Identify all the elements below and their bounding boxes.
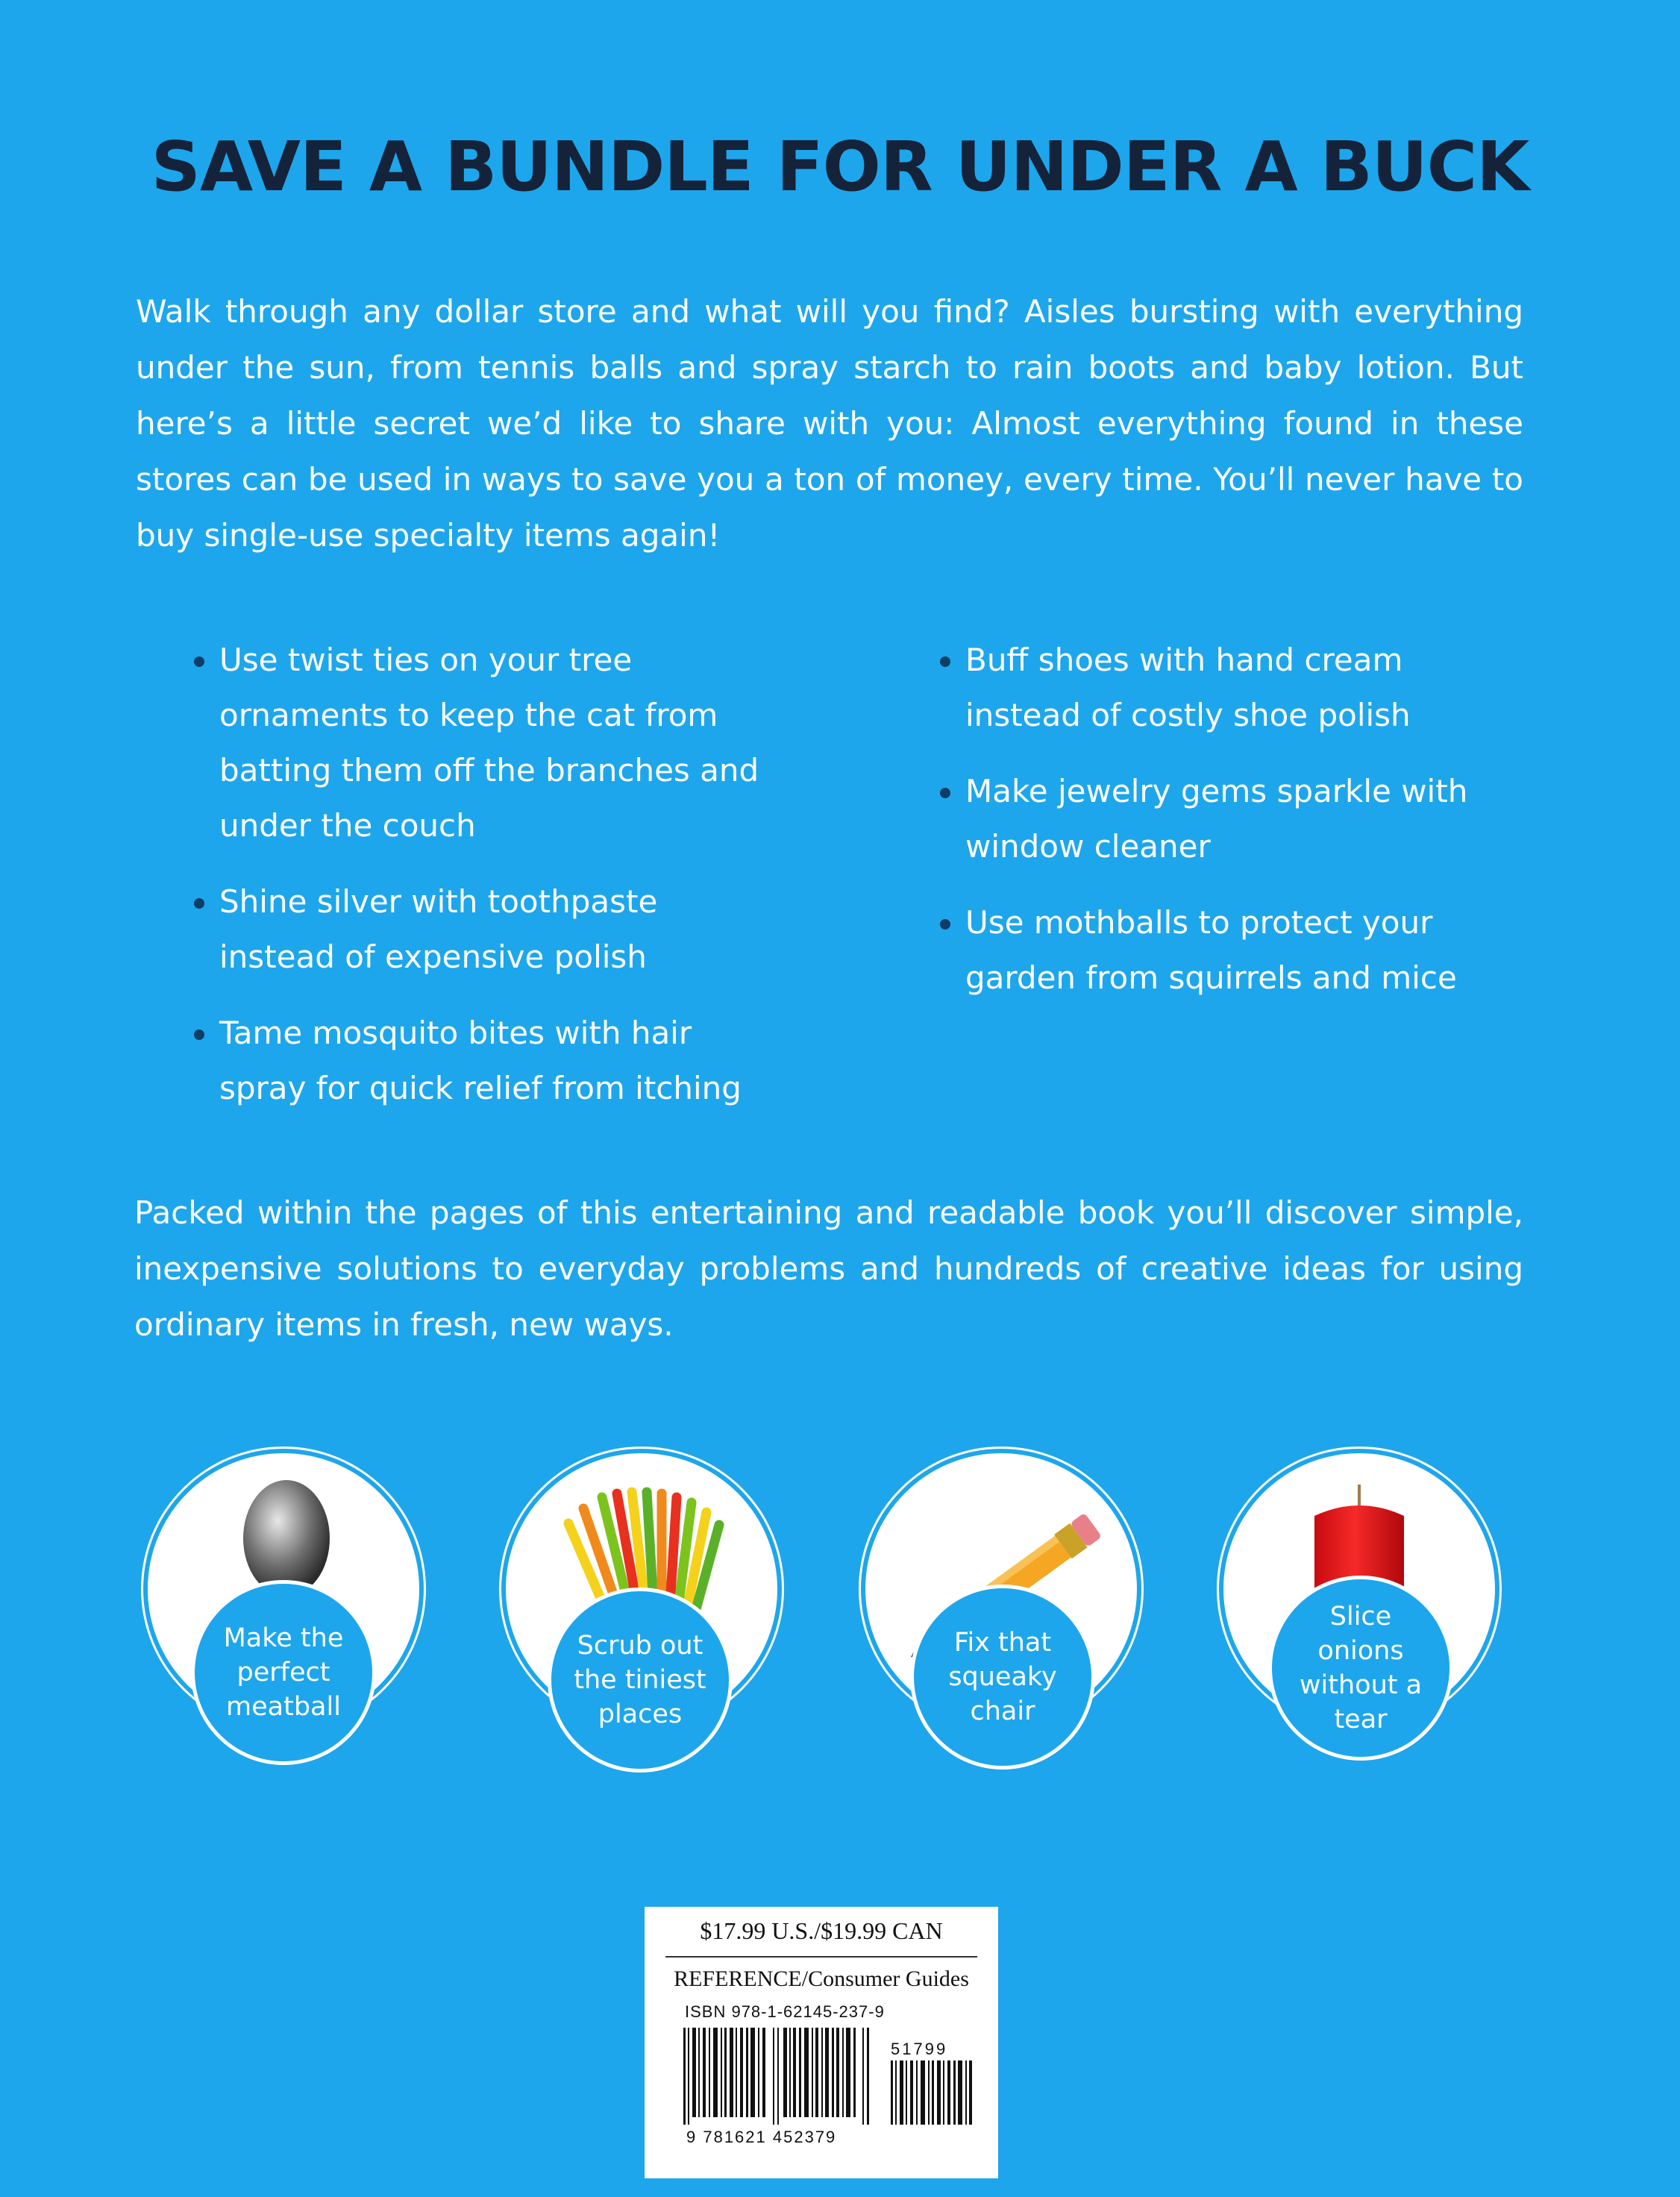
feature-squeaky-chair <box>865 1453 1143 1767</box>
tip-item: Use mothballs to protect your garden from squirrels and mice <box>937 895 1519 1006</box>
barcode-digits: 9 781621 452379 <box>686 2128 837 2146</box>
tip-item: Use twist ties on your tree ornaments to keep the cat from batting them off the branches and under the couch <box>191 633 773 853</box>
price-barcode-icon <box>891 2060 973 2125</box>
headline: SAVE A BUNDLE FOR UNDER A BUCK <box>151 127 1529 207</box>
price-code-text: 51799 <box>891 2040 948 2058</box>
isbn-text: ISBN 978-1-62145-237-9 <box>685 2002 885 2021</box>
intro-paragraph: Walk through any dollar store and what will you find? Aisles bursting with everything under the sun, from tennis balls and spray starch to rain boots and baby lotion. But here’s a little secret we’d like to share with you: Almost everything found in these stores can be used in ways to save you a ton of money, every time. You’ll never have to buy single-use specialty items again! <box>136 293 1523 554</box>
feature-label: Slice onions without a tear <box>1268 1576 1453 1761</box>
feature-label: Make the perfect meatball <box>191 1580 376 1765</box>
feature-meatball <box>148 1453 425 1767</box>
feature-scrub <box>506 1453 783 1767</box>
feature-label: Scrub out the tiniest places <box>548 1588 733 1773</box>
tip-item: Tame mosquito bites with hair spray for quick relief from itching <box>191 1006 773 1116</box>
tip-item: Shine silver with toothpaste instead of expensive polish <box>191 874 773 985</box>
barcode-box <box>645 1907 998 2178</box>
tips-left-column <box>191 633 773 1137</box>
tip-item: Make jewelry gems sparkle with window cleaner <box>937 764 1519 874</box>
isbn-barcode-icon <box>683 2028 883 2125</box>
tips-right-column <box>937 633 1519 1027</box>
price-text: $17.99 U.S./$19.99 CAN <box>700 1917 943 1944</box>
feature-label: Fix that squeaky chair <box>910 1585 1095 1770</box>
category-text: REFERENCE/Consumer Guides <box>674 1966 969 1991</box>
feature-onions <box>1223 1453 1501 1767</box>
divider <box>665 1956 977 1958</box>
tip-item: Buff shoes with hand cream instead of costly shoe polish <box>937 633 1519 743</box>
outro-paragraph: Packed within the pages of this entertaining and readable book you’ll discover simple, inexpensive solutions to everyday problems and hundreds of creative ideas for using ordinary items in fresh, new ways. <box>134 1194 1523 1343</box>
